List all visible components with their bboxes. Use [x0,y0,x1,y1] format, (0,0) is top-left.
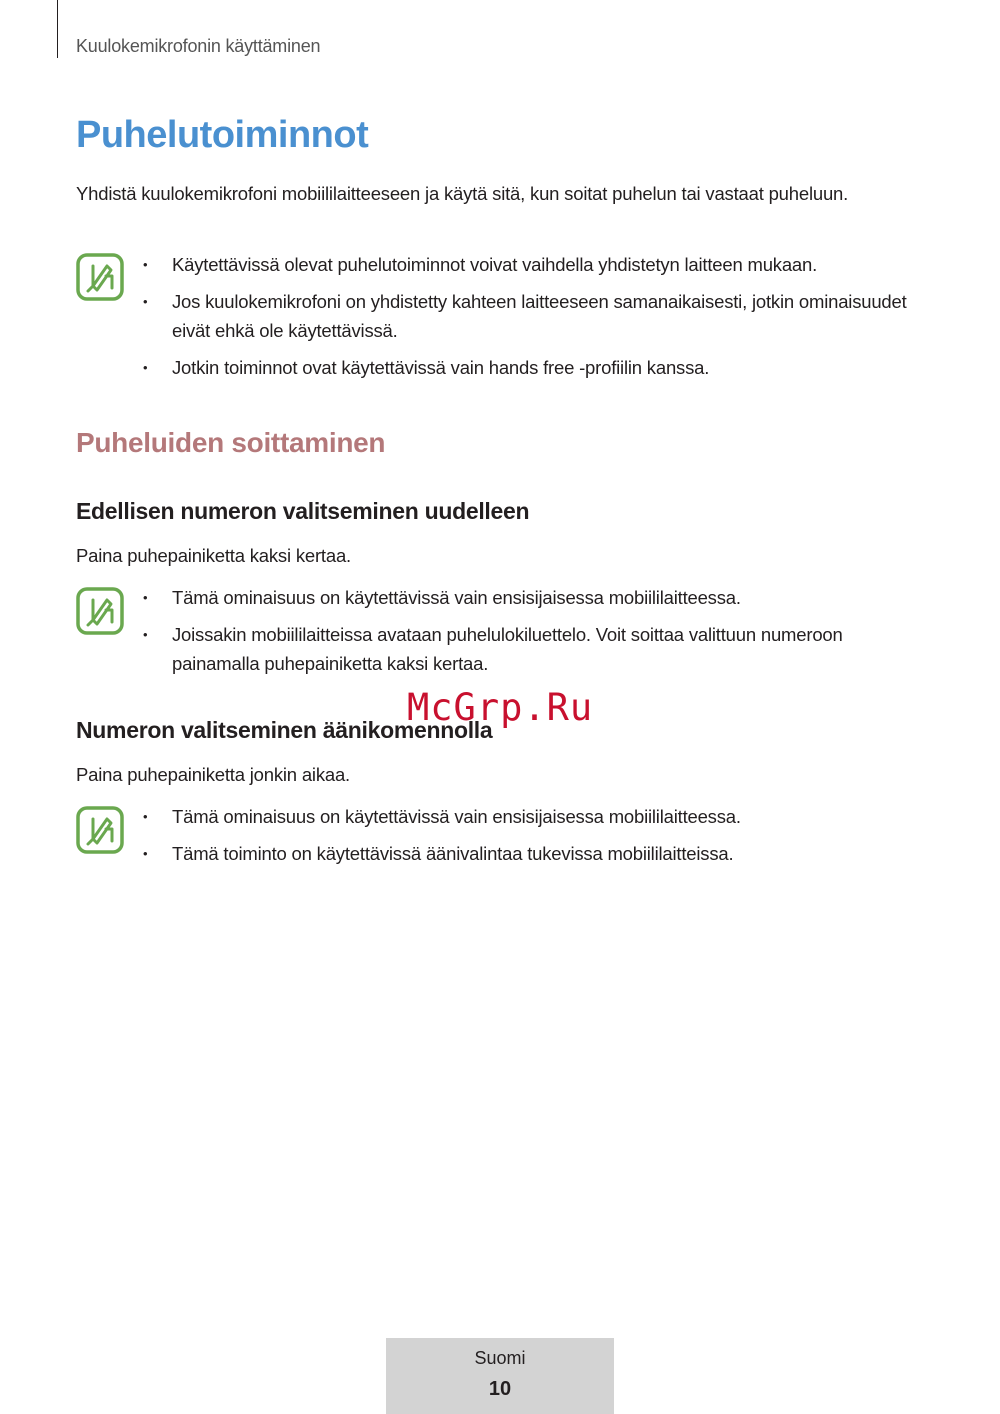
redial-text: Paina puhepainiketta kaksi kertaa. [76,545,351,566]
list-item: • Joissakin mobiililaitteissa avataan puhelulokiluettelo. Voit soittaa valittuun numeroon painamalla puhepainiketta kaksi kertaa. [140,620,930,678]
breadcrumb: Kuulokemikrofonin käyttäminen [76,36,321,56]
page-title: Puhelutoiminnot [76,114,369,156]
note-icon [76,253,124,301]
watermark: McGrp.Ru [407,686,594,729]
list-item: • Tämä toiminto on käytettävissä äänivalintaa tukevissa mobiililaitteissa. [140,839,930,868]
note-list-3 [140,802,930,876]
list-item: • Käytettävissä olevat puhelutoiminnot voivat vaihdella yhdistetyn laitteen mukaan. [140,250,930,279]
page-number: 10 [488,1378,512,1400]
note-icon [76,587,124,635]
note-list-1 [140,250,930,390]
section-heading: Puheluiden soittaminen [76,427,386,458]
footer [386,1338,614,1414]
voice-dial-text: Paina puhepainiketta jonkin aikaa. [76,764,350,785]
intro-text: Yhdistä kuulokemikrofoni mobiililaitteeseen ja käytä sitä, kun soitat puhelun tai vastaat puheluun. [76,183,849,204]
list-item: • Tämä ominaisuus on käytettävissä vain ensisijaisessa mobiililaitteessa. [140,583,930,612]
subsection-heading-voice: Numeron valitseminen äänikomennolla [76,717,493,743]
note-icon [76,806,124,854]
list-item: • Jotkin toiminnot ovat käytettävissä vain hands free -profiilin kanssa. [140,353,930,382]
header-rule [57,0,58,58]
footer-language: Suomi [474,1348,526,1368]
list-item: • Tämä ominaisuus on käytettävissä vain ensisijaisessa mobiililaitteessa. [140,802,930,831]
note-list-2 [140,583,930,686]
subsection-heading-redial: Edellisen numeron valitseminen uudelleen [76,498,530,524]
list-item: • Jos kuulokemikrofoni on yhdistetty kahteen laitteeseen samanaikaisesti, jotkin ominaisuudet eivät ehkä ole käytettävissä. [140,287,930,345]
